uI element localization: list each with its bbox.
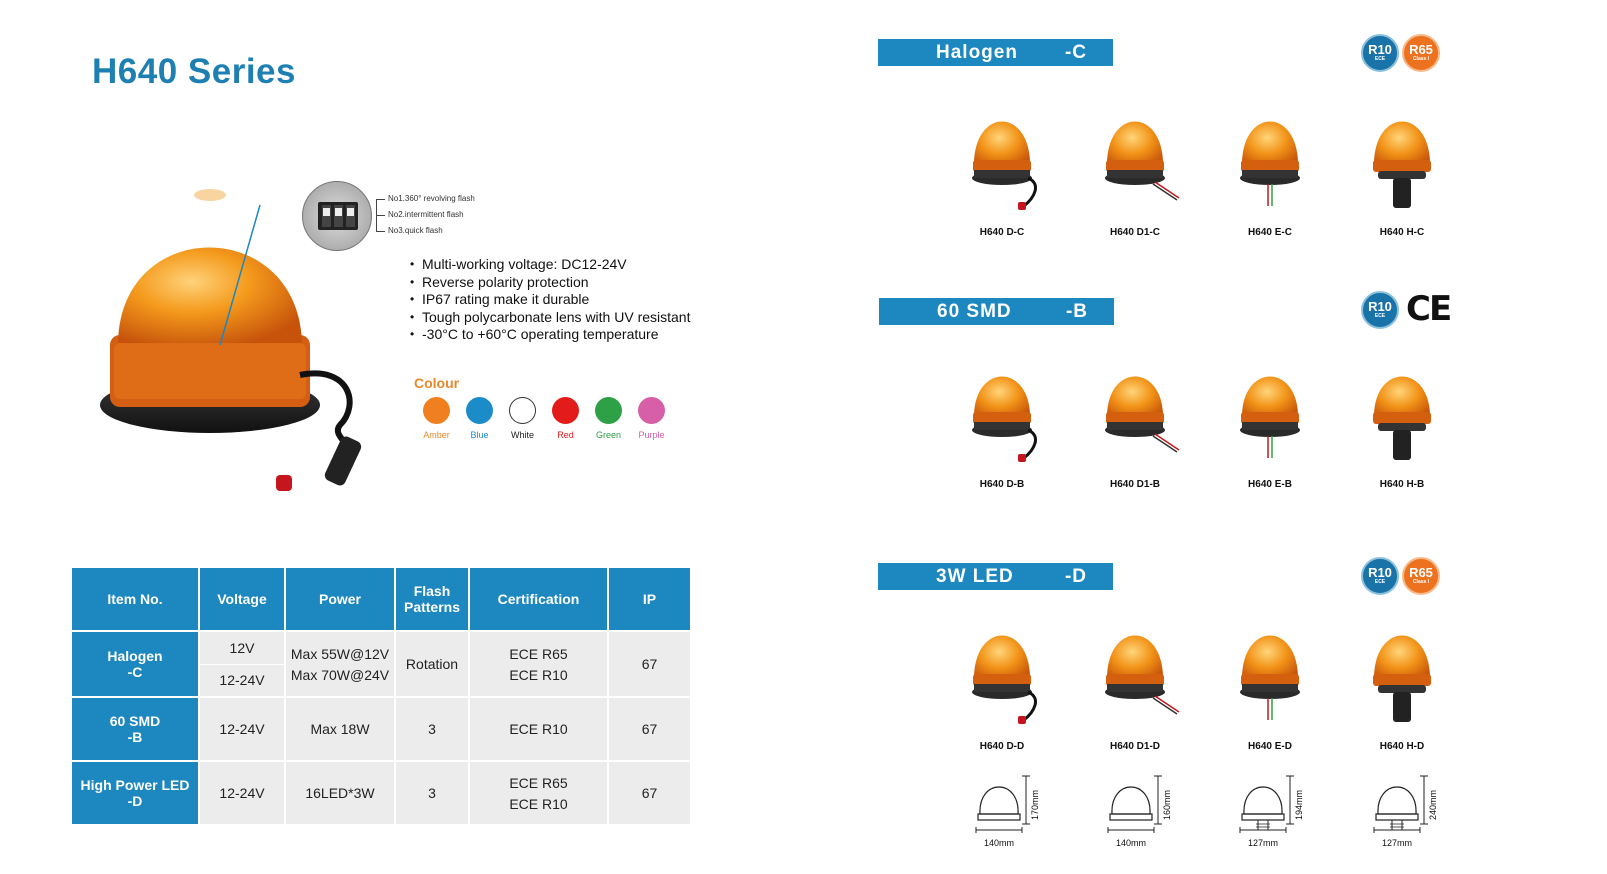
row-item: 60 SMD -B bbox=[72, 698, 198, 762]
product-card bbox=[1085, 612, 1185, 752]
row-flash: 3 bbox=[396, 698, 468, 762]
product-card bbox=[952, 612, 1052, 752]
colour-label: Amber bbox=[423, 430, 450, 440]
section-bar-halogen bbox=[878, 39, 1113, 66]
colour-label: Blue bbox=[470, 430, 489, 440]
dimension-height: 194mm bbox=[1294, 789, 1304, 820]
r10-badge-icon: R10 ECE bbox=[1361, 34, 1399, 72]
product-code: H640 D1-D bbox=[1109, 741, 1161, 752]
colour-dot bbox=[595, 397, 622, 424]
beacon-image bbox=[1352, 612, 1452, 730]
header-ip: IP bbox=[609, 568, 690, 632]
product-code: H640 D-B bbox=[979, 479, 1025, 490]
dip-switch-labels bbox=[376, 191, 475, 239]
feature-item: • Multi-working voltage: DC12-24V bbox=[410, 256, 690, 274]
product-card bbox=[1352, 350, 1452, 490]
product-code: H640 H-C bbox=[1379, 227, 1425, 238]
feature-item: • IP67 rating make it durable bbox=[410, 291, 690, 309]
row-flash: 3 bbox=[396, 762, 468, 826]
colour-swatches bbox=[415, 397, 673, 440]
product-code: H640 D-C bbox=[979, 227, 1025, 238]
product-card bbox=[1220, 98, 1320, 238]
r10-badge-icon: R10 ECE bbox=[1361, 557, 1399, 595]
dimension-drawing bbox=[1352, 772, 1452, 852]
row-power: Max 18W bbox=[286, 698, 394, 762]
page-title: H640 Series bbox=[92, 52, 296, 91]
colour-title: Colour bbox=[414, 375, 460, 391]
r65-badge-icon: R65 Class I bbox=[1402, 34, 1440, 72]
header-voltage: Voltage bbox=[200, 568, 284, 632]
dimension-width: 127mm bbox=[1381, 838, 1412, 848]
ce-mark-icon: CE bbox=[1406, 289, 1451, 329]
beacon-image bbox=[952, 350, 1052, 468]
dimension-drawing bbox=[954, 772, 1054, 852]
row-ip: 67 bbox=[609, 698, 690, 762]
dimension-height: 170mm bbox=[1030, 789, 1040, 820]
product-code: H640 D1-B bbox=[1109, 479, 1161, 490]
product-code: H640 H-D bbox=[1379, 741, 1425, 752]
beacon-image bbox=[1085, 98, 1185, 216]
beacon-image bbox=[1220, 350, 1320, 468]
section-name: Halogen bbox=[936, 41, 1018, 63]
dimension-width: 140mm bbox=[1115, 838, 1146, 848]
dip-switch-callout bbox=[302, 181, 372, 251]
colour-dot bbox=[552, 397, 579, 424]
table-row bbox=[72, 698, 690, 762]
product-code: H640 D1-C bbox=[1109, 227, 1161, 238]
section-suffix: -D bbox=[1064, 565, 1087, 587]
beacon-image bbox=[1352, 350, 1452, 468]
dimension-width: 140mm bbox=[983, 838, 1014, 848]
product-code: H640 E-B bbox=[1248, 479, 1292, 490]
section-bar-3wled bbox=[878, 563, 1113, 590]
row-item: High Power LED -D bbox=[72, 762, 198, 826]
table-row bbox=[72, 762, 690, 826]
colour-swatch-white bbox=[501, 397, 544, 440]
product-card bbox=[1220, 350, 1320, 490]
row-flash: Rotation bbox=[396, 632, 468, 698]
r65-badge-icon: R65 Class I bbox=[1402, 557, 1440, 595]
section-bar-60smd bbox=[879, 298, 1114, 325]
colour-dot bbox=[466, 397, 493, 424]
row-voltage: 12-24V bbox=[200, 762, 284, 826]
colour-swatch-amber bbox=[415, 397, 458, 440]
product-card bbox=[1352, 98, 1452, 238]
feature-item: • Reverse polarity protection bbox=[410, 274, 690, 292]
product-code: H640 E-C bbox=[1248, 227, 1292, 238]
colour-label: Red bbox=[557, 430, 574, 440]
table-row bbox=[72, 632, 690, 698]
row-ip: 67 bbox=[609, 762, 690, 826]
beacon-image bbox=[1220, 612, 1320, 730]
product-card bbox=[1220, 612, 1320, 752]
row-voltage: 12V 12-24V bbox=[200, 632, 284, 698]
row-power: 16LED*3W bbox=[286, 762, 394, 826]
dip-label-1: No1.360° revolving flash bbox=[376, 191, 475, 207]
dimension-width: 127mm bbox=[1247, 838, 1278, 848]
row-cert: ECE R65 ECE R10 bbox=[470, 632, 607, 698]
product-code: H640 D-D bbox=[979, 741, 1025, 752]
beacon-image bbox=[1085, 350, 1185, 468]
dimension-drawing bbox=[1218, 772, 1318, 852]
colour-label: White bbox=[510, 430, 534, 440]
row-ip: 67 bbox=[609, 632, 690, 698]
section-name: 3W LED bbox=[936, 565, 1014, 587]
product-card bbox=[952, 98, 1052, 238]
beacon-image bbox=[952, 612, 1052, 730]
product-code: H640 H-B bbox=[1379, 479, 1425, 490]
row-power: Max 55W@12V Max 70W@24V bbox=[286, 632, 394, 698]
header-power: Power bbox=[286, 568, 394, 632]
product-card bbox=[952, 350, 1052, 490]
section-name: 60 SMD bbox=[937, 300, 1012, 322]
row-item: Halogen -C bbox=[72, 632, 198, 698]
product-card bbox=[1085, 350, 1185, 490]
colour-label: Green bbox=[595, 430, 621, 440]
feature-item: • -30°C to +60°C operating temperature bbox=[410, 326, 690, 344]
beacon-image bbox=[1220, 98, 1320, 216]
colour-swatch-purple bbox=[630, 397, 673, 440]
r10-badge-icon: R10 ECE bbox=[1361, 291, 1399, 329]
product-card bbox=[1352, 612, 1452, 752]
dip-switch-icon bbox=[318, 202, 358, 230]
dimension-drawing bbox=[1086, 772, 1186, 852]
colour-dot bbox=[638, 397, 665, 424]
colour-label: Purple bbox=[638, 430, 665, 440]
dip-label-2: No2.intermittent flash bbox=[376, 207, 475, 223]
colour-swatch-blue bbox=[458, 397, 501, 440]
colour-swatch-red bbox=[544, 397, 587, 440]
dip-label-3: No3.quick flash bbox=[376, 223, 475, 239]
spec-table bbox=[70, 568, 692, 826]
colour-swatch-green bbox=[587, 397, 630, 440]
section-suffix: -B bbox=[1065, 300, 1088, 322]
header-item-no: Item No. bbox=[72, 568, 198, 632]
row-cert: ECE R65 ECE R10 bbox=[470, 762, 607, 826]
colour-dot bbox=[423, 397, 450, 424]
beacon-image bbox=[1085, 612, 1185, 730]
feature-list bbox=[410, 256, 690, 344]
feature-item: • Tough polycarbonate lens with UV resistant bbox=[410, 309, 690, 327]
row-voltage: 12-24V bbox=[200, 698, 284, 762]
header-flash-patterns: Flash Patterns bbox=[396, 568, 468, 632]
dimension-height: 240mm bbox=[1428, 789, 1438, 820]
beacon-image bbox=[1352, 98, 1452, 216]
dimension-height: 160mm bbox=[1162, 789, 1172, 820]
section-suffix: -C bbox=[1064, 41, 1087, 63]
beacon-image bbox=[952, 98, 1052, 216]
row-cert: ECE R10 bbox=[470, 698, 607, 762]
product-code: H640 E-D bbox=[1248, 741, 1292, 752]
product-card bbox=[1085, 98, 1185, 238]
header-certification: Certification bbox=[470, 568, 607, 632]
colour-dot bbox=[509, 397, 536, 424]
